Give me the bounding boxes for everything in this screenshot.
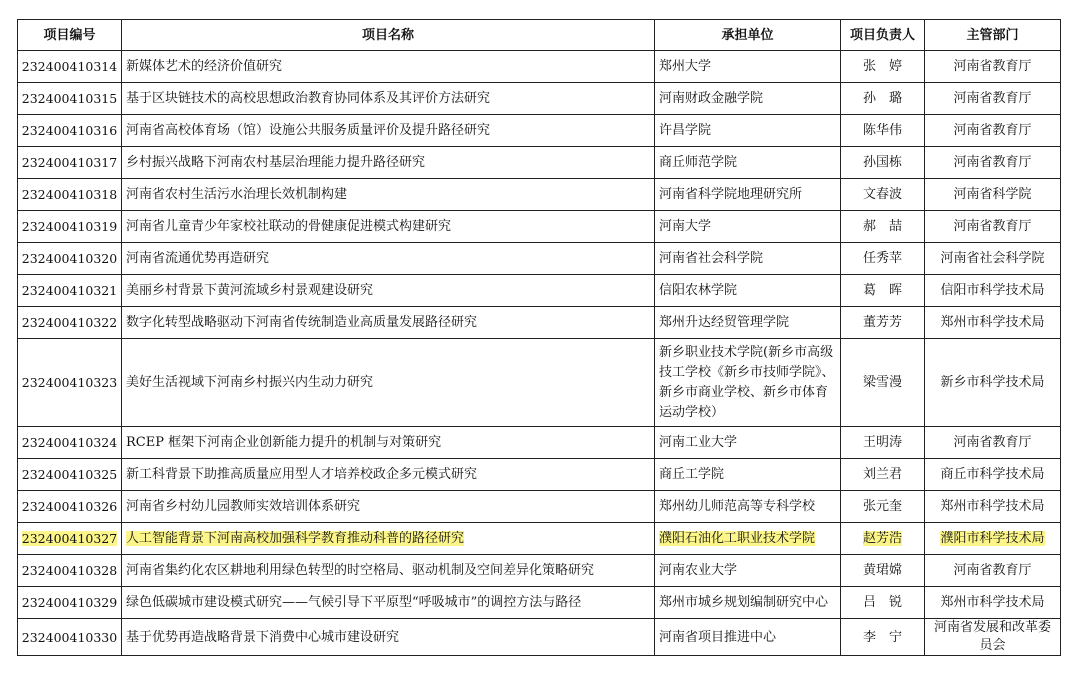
project-dept [925, 523, 1061, 555]
project-name: 数字化转型战略驱动下河南省传统制造业高质量发展路径研究 [122, 307, 655, 339]
table-header-row [18, 20, 1061, 51]
project-unit: 新乡职业技术学院(新乡市高级技工学校《新乡市技师学院》、新乡市商业学校、新乡市体育运动学校） [655, 339, 841, 427]
project-name: 河南省乡村幼儿园教师实效培训体系研究 [122, 491, 655, 523]
project-person: 王明涛 [841, 427, 925, 459]
project-dept: 河南省教育厅 [925, 51, 1061, 83]
project-person: 刘兰君 [841, 459, 925, 491]
highlighted-text: 濮阳市科学技术局 [940, 531, 1045, 546]
project-code: 232400410316 [18, 115, 122, 147]
project-unit: 河南省科学院地理研究所 [655, 179, 841, 211]
project-unit [655, 523, 841, 555]
header-person: 项目负责人 [841, 20, 925, 51]
project-name: 乡村振兴战略下河南农村基层治理能力提升路径研究 [122, 147, 655, 179]
project-unit: 郑州幼儿师范高等专科学校 [655, 491, 841, 523]
table-row [18, 83, 1061, 115]
project-code: 232400410321 [18, 275, 122, 307]
project-code: 232400410328 [18, 555, 122, 587]
project-code: 232400410315 [18, 83, 122, 115]
project-person: 董芳芳 [841, 307, 925, 339]
project-name: 新媒体艺术的经济价值研究 [122, 51, 655, 83]
project-person: 张 婷 [841, 51, 925, 83]
project-dept: 商丘市科学技术局 [925, 459, 1061, 491]
project-person: 梁雪漫 [841, 339, 925, 427]
project-name: 绿色低碳城市建设模式研究——气候引导下平原型“呼吸城市”的调控方法与路径 [122, 587, 655, 619]
project-dept: 郑州市科学技术局 [925, 307, 1061, 339]
table-row [18, 115, 1061, 147]
project-unit: 许昌学院 [655, 115, 841, 147]
project-unit: 信阳农林学院 [655, 275, 841, 307]
project-name: 河南省流通优势再造研究 [122, 243, 655, 275]
project-dept: 河南省发展和改革委员会 [925, 619, 1061, 656]
project-code: 232400410329 [18, 587, 122, 619]
table-row [18, 619, 1061, 656]
project-unit: 郑州升达经贸管理学院 [655, 307, 841, 339]
project-name: 基于区块链技术的高校思想政治教育协同体系及其评价方法研究 [122, 83, 655, 115]
highlighted-text: 232400410327 [21, 531, 118, 546]
project-person: 郝 喆 [841, 211, 925, 243]
table-row [18, 555, 1061, 587]
project-name: 河南省高校体育场（馆）设施公共服务质量评价及提升路径研究 [122, 115, 655, 147]
project-dept: 河南省科学院 [925, 179, 1061, 211]
project-person: 孙国栋 [841, 147, 925, 179]
table-row [18, 427, 1061, 459]
project-dept: 河南省教育厅 [925, 555, 1061, 587]
highlighted-text: 濮阳石油化工职业技术学院 [659, 531, 816, 546]
table-row [18, 275, 1061, 307]
project-dept: 河南省教育厅 [925, 211, 1061, 243]
project-code: 232400410319 [18, 211, 122, 243]
project-name: RCEP 框架下河南企业创新能力提升的机制与对策研究 [122, 427, 655, 459]
project-code: 232400410320 [18, 243, 122, 275]
highlighted-text: 赵芳浩 [862, 531, 902, 546]
table-row-highlighted [18, 523, 1061, 555]
project-unit: 郑州大学 [655, 51, 841, 83]
project-person: 葛 晖 [841, 275, 925, 307]
project-code [18, 523, 122, 555]
table-row [18, 491, 1061, 523]
project-person: 孙 璐 [841, 83, 925, 115]
project-code: 232400410330 [18, 619, 122, 656]
project-unit: 河南财政金融学院 [655, 83, 841, 115]
project-name [122, 523, 655, 555]
project-unit: 商丘师范学院 [655, 147, 841, 179]
project-unit: 河南大学 [655, 211, 841, 243]
header-name: 项目名称 [122, 20, 655, 51]
project-person: 张元奎 [841, 491, 925, 523]
project-unit: 河南农业大学 [655, 555, 841, 587]
header-dept: 主管部门 [925, 20, 1061, 51]
project-code: 232400410314 [18, 51, 122, 83]
project-name: 河南省农村生活污水治理长效机制构建 [122, 179, 655, 211]
project-person: 文春波 [841, 179, 925, 211]
project-person: 陈华伟 [841, 115, 925, 147]
project-dept: 河南省教育厅 [925, 147, 1061, 179]
project-code: 232400410325 [18, 459, 122, 491]
project-dept: 新乡市科学技术局 [925, 339, 1061, 427]
project-code: 232400410326 [18, 491, 122, 523]
project-unit: 河南省社会科学院 [655, 243, 841, 275]
project-code: 232400410323 [18, 339, 122, 427]
project-person: 吕 锐 [841, 587, 925, 619]
table-row [18, 211, 1061, 243]
project-dept: 信阳市科学技术局 [925, 275, 1061, 307]
project-unit: 郑州市城乡规划编制研究中心 [655, 587, 841, 619]
project-dept: 郑州市科学技术局 [925, 587, 1061, 619]
project-person: 黄珺嫦 [841, 555, 925, 587]
project-name: 河南省集约化农区耕地利用绿色转型的时空格局、驱动机制及空间差异化策略研究 [122, 555, 655, 587]
project-table [17, 19, 1061, 656]
project-unit: 商丘工学院 [655, 459, 841, 491]
project-name: 美丽乡村背景下黄河流域乡村景观建设研究 [122, 275, 655, 307]
project-code: 232400410322 [18, 307, 122, 339]
project-code: 232400410317 [18, 147, 122, 179]
project-dept: 河南省教育厅 [925, 115, 1061, 147]
table-row [18, 339, 1061, 427]
project-person: 李 宁 [841, 619, 925, 656]
highlighted-text: 人工智能背景下河南高校加强科学教育推动科普的路径研究 [126, 531, 465, 546]
project-dept: 河南省社会科学院 [925, 243, 1061, 275]
project-name: 新工科背景下助推高质量应用型人才培养校政企多元模式研究 [122, 459, 655, 491]
project-code: 232400410318 [18, 179, 122, 211]
project-unit: 河南省项目推进中心 [655, 619, 841, 656]
project-unit: 河南工业大学 [655, 427, 841, 459]
table-row [18, 307, 1061, 339]
header-code: 项目编号 [18, 20, 122, 51]
header-unit: 承担单位 [655, 20, 841, 51]
project-name: 美好生活视域下河南乡村振兴内生动力研究 [122, 339, 655, 427]
project-code: 232400410324 [18, 427, 122, 459]
project-person [841, 523, 925, 555]
table-row [18, 179, 1061, 211]
project-name: 基于优势再造战略背景下消费中心城市建设研究 [122, 619, 655, 656]
table-row [18, 147, 1061, 179]
project-dept: 河南省教育厅 [925, 83, 1061, 115]
project-dept: 郑州市科学技术局 [925, 491, 1061, 523]
table-row [18, 51, 1061, 83]
project-name: 河南省儿童青少年家校社联动的骨健康促进模式构建研究 [122, 211, 655, 243]
table-row [18, 459, 1061, 491]
table-row [18, 243, 1061, 275]
table-row [18, 587, 1061, 619]
project-person: 任秀苹 [841, 243, 925, 275]
project-dept: 河南省教育厅 [925, 427, 1061, 459]
